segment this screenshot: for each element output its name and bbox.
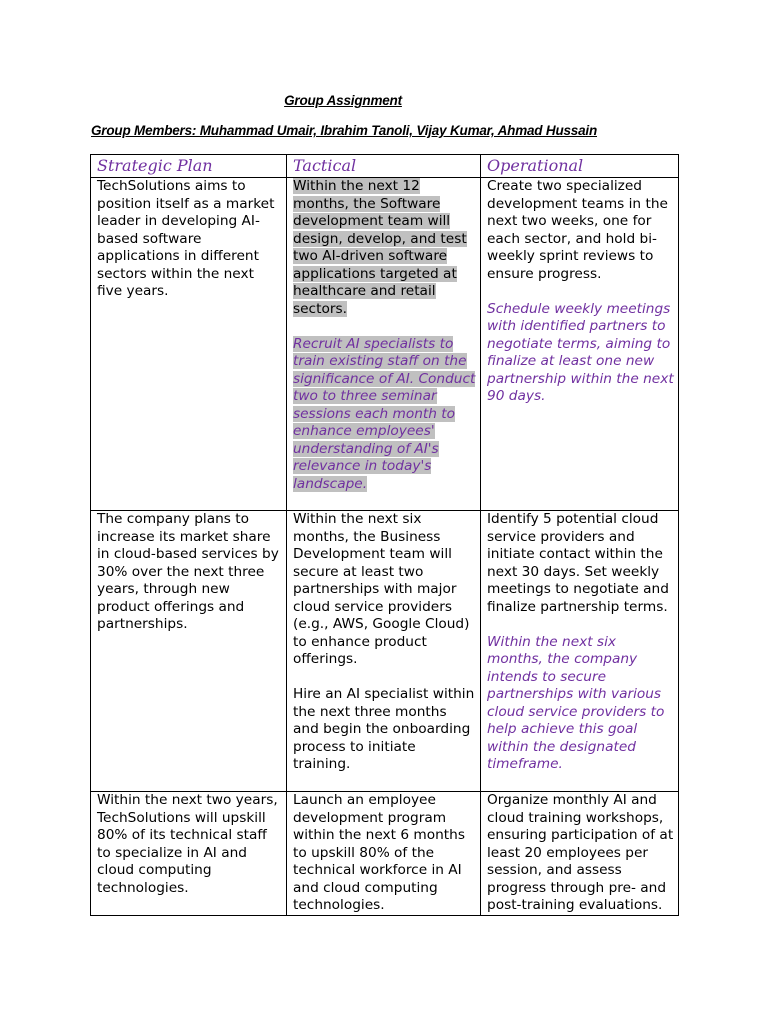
strategic-cell [91, 792, 287, 916]
tactical-cell [287, 178, 481, 511]
tactical-cell [287, 511, 481, 792]
operational-text-italic: Schedule weekly meetings with identified partners to negotiate terms, aiming to finalize at least one new partnership within the next 90 days. [487, 300, 674, 404]
table-row [91, 511, 679, 792]
operational-text: Organize monthly AI and cloud training workshops, ensuring participation of at least 20 employees per session, and assess progress through pre- and post-training evaluations. [487, 792, 674, 913]
header-strategic-plan: Strategic Plan [91, 155, 287, 178]
tactical-cell [287, 792, 481, 916]
strategic-text: The company plans to increase its market share in cloud-based services by 30% over the next three years, through new product offerings and partnerships. [97, 511, 279, 632]
operational-cell [481, 178, 679, 511]
strategic-text: Within the next two years, TechSolutions will upskill 80% of its technical staff to specialize in AI and cloud computing technologies. [97, 792, 278, 896]
operational-text: Create two specialized development teams in the next two weeks, one for each sector, and hold bi-weekly sprint reviews to ensure progress. [487, 178, 668, 282]
strategic-text: TechSolutions aims to position itself as a market leader in developing AI-based software applications in different sectors within the next five years. [97, 178, 275, 299]
document-title: Group Assignment [284, 93, 402, 108]
operational-text-italic: Within the next six months, the company intends to secure partnerships with various cloud service providers to help achieve this goal within the designated timeframe. [487, 633, 665, 772]
header-operational: Operational [481, 155, 679, 178]
group-members-line: Group Members: Muhammad Umair, Ibrahim Tanoli, Vijay Kumar, Ahmad Hussain [91, 123, 598, 138]
table-header-row [91, 155, 679, 178]
operational-text: Identify 5 potential cloud service providers and initiate contact within the next 30 days. Set weekly meetings to negotiate and finalize partnership terms. [487, 511, 669, 615]
tactical-text: Hire an AI specialist within the next three months and begin the onboarding process to initiate training. [293, 686, 475, 772]
tactical-text: Within the next 12 months, the Software development team will design, develop, and test two AI-driven software applications targeted at healthcare and retail sectors. [293, 178, 467, 317]
planning-table [90, 154, 679, 916]
header-tactical: Tactical [287, 155, 481, 178]
operational-cell [481, 511, 679, 792]
tactical-text: Within the next six months, the Business Development team will secure at least two partnerships with major cloud service providers (e.g., AWS, Google Cloud) to enhance product offerings. [293, 511, 470, 667]
tactical-text-italic: Recruit AI specialists to train existing staff on the significance of AI. Conduct two to three seminar sessions each month to enhance employees' understanding of AI's relevance in today's landscape. [293, 335, 476, 492]
strategic-cell [91, 511, 287, 792]
table-row [91, 178, 679, 511]
table-row [91, 792, 679, 916]
strategic-cell [91, 178, 287, 511]
tactical-text: Launch an employee development program within the next 6 months to upskill 80% of the technical workforce in AI and cloud computing technologies. [293, 792, 465, 913]
operational-cell [481, 792, 679, 916]
